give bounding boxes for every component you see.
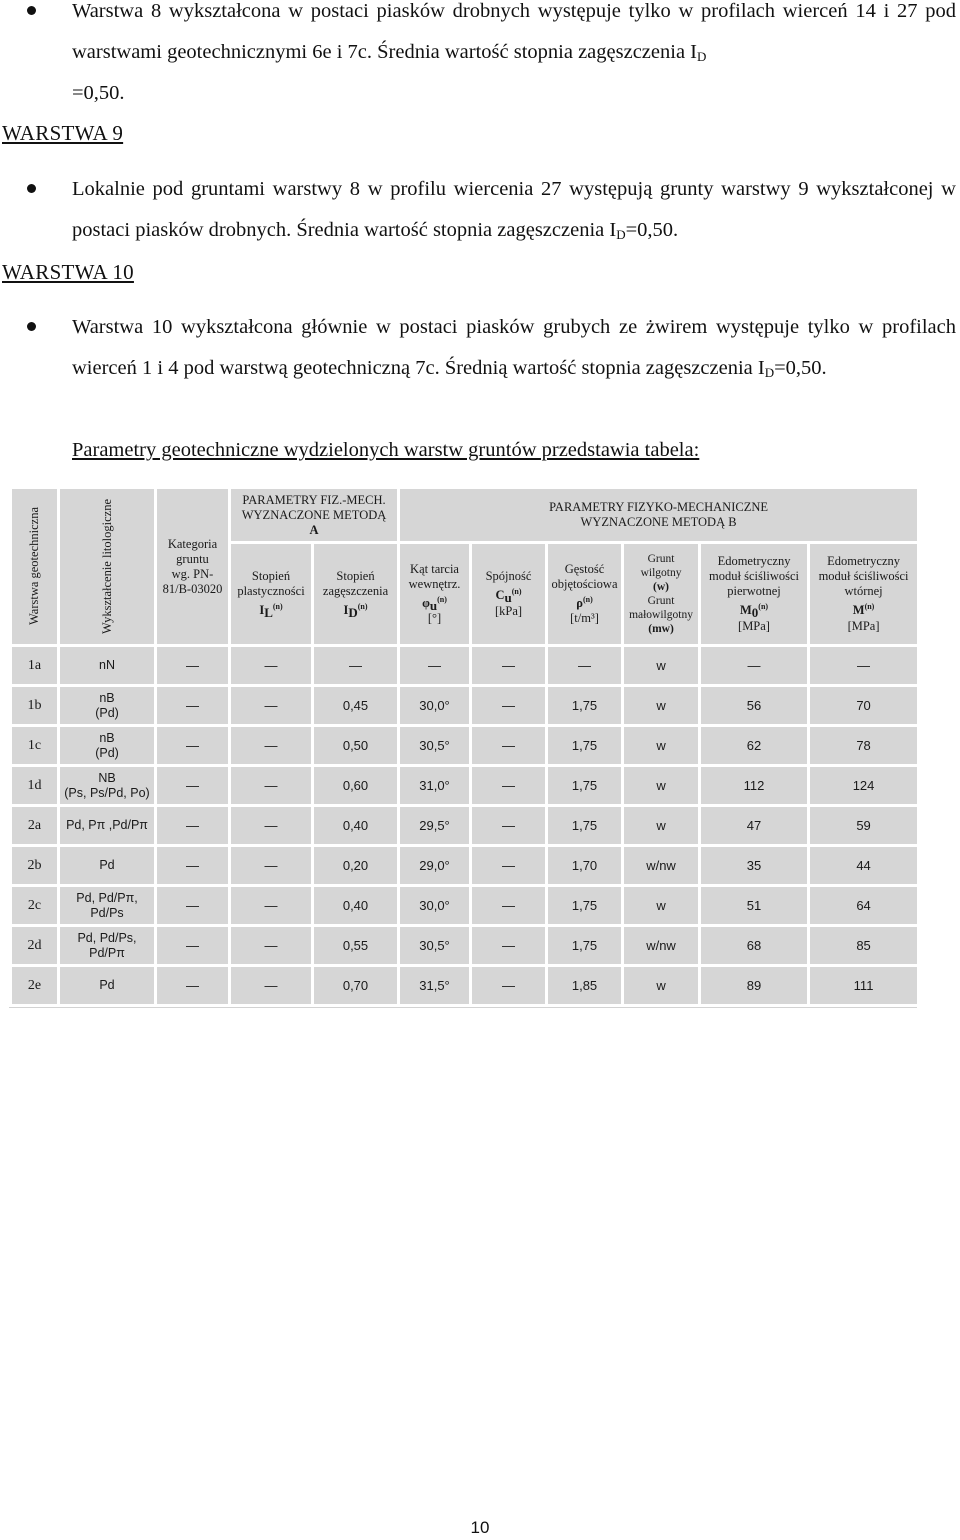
- bullet-icon: [27, 6, 36, 15]
- cell-cu: —: [471, 926, 547, 966]
- cell-rho: 1,75: [547, 726, 623, 766]
- cell-cat: —: [156, 806, 230, 846]
- cell-idd: 0,45: [313, 686, 399, 726]
- cell-idd: 0,40: [313, 886, 399, 926]
- cell-m: 44: [809, 846, 919, 886]
- header-group-a: PARAMETRY FIZ.-MECH. WYZNACZONE METODĄ A: [230, 488, 399, 543]
- cell-w: w/nw: [623, 926, 700, 966]
- cell-rho: 1,75: [547, 886, 623, 926]
- table-row: [11, 966, 919, 1006]
- cell-cat: —: [156, 766, 230, 806]
- table-row: [11, 806, 919, 846]
- bullet-text: Warstwa 8 wykształcona w postaci piasków drobnych występuje tylko w profilach wierceń 14 i 27 pod warstwami geotechnicznymi 6e i 7c. Średnia wartość stopnia zagęszczenia $I_D$ =0,50.: [72, 0, 956, 104]
- cell-rho: 1,75: [547, 766, 623, 806]
- cell-m0: 47: [700, 806, 809, 846]
- cell-cat: —: [156, 966, 230, 1006]
- cell-litho: Pd, Pd/Pπ, Pd/Ps: [59, 886, 156, 926]
- cell-cat: —: [156, 886, 230, 926]
- bullet-warstwa-9: [0, 169, 960, 251]
- cell-rho: 1,75: [547, 806, 623, 846]
- cell-m: 78: [809, 726, 919, 766]
- cell-layer-id: 2c: [11, 886, 59, 926]
- table-row: [11, 686, 919, 726]
- cell-m0: 112: [700, 766, 809, 806]
- cell-phi: —: [399, 646, 471, 686]
- cell-m: 111: [809, 966, 919, 1006]
- heading-warstwa-9: WARSTWA 9: [2, 121, 124, 145]
- cell-rho: 1,85: [547, 966, 623, 1006]
- cell-cu: —: [471, 806, 547, 846]
- cell-w: w: [623, 646, 700, 686]
- cell-m0: 68: [700, 926, 809, 966]
- cell-m0: —: [700, 646, 809, 686]
- cell-cat: —: [156, 646, 230, 686]
- cell-litho: NB (Ps, Ps/Pd, Po): [59, 766, 156, 806]
- header-moisture: Grunt wilgotny (w) Grunt małowilgotny (mw): [623, 543, 700, 646]
- cell-layer-id: 2a: [11, 806, 59, 846]
- cell-litho: Pd, Pπ ,Pd/Pπ: [59, 806, 156, 846]
- cell-litho: nN: [59, 646, 156, 686]
- page-number: 10: [470, 1518, 490, 1537]
- cell-w: w: [623, 686, 700, 726]
- cell-m: 70: [809, 686, 919, 726]
- cell-idd: 0,50: [313, 726, 399, 766]
- cell-w: w: [623, 886, 700, 926]
- bullet-warstwa-8: [0, 0, 960, 114]
- cell-m0: 62: [700, 726, 809, 766]
- bullet-icon: [27, 322, 36, 331]
- cell-w: w: [623, 966, 700, 1006]
- cell-idd: 0,60: [313, 766, 399, 806]
- cell-m: 124: [809, 766, 919, 806]
- cell-m: 64: [809, 886, 919, 926]
- cell-rho: 1,75: [547, 926, 623, 966]
- table-row: [11, 926, 919, 966]
- geotechnical-parameters-table: [9, 486, 917, 1008]
- cell-phi: 30,5°: [399, 926, 471, 966]
- cell-il: —: [230, 886, 313, 926]
- cell-phi: 30,0°: [399, 686, 471, 726]
- header-group-b: PARAMETRY FIZYKO-MECHANICZNE WYZNACZONE METODĄ B: [399, 488, 919, 543]
- cell-w: w: [623, 806, 700, 846]
- cell-m: —: [809, 646, 919, 686]
- cell-cu: —: [471, 966, 547, 1006]
- cell-w: w: [623, 726, 700, 766]
- cell-il: —: [230, 646, 313, 686]
- cell-phi: 30,5°: [399, 726, 471, 766]
- cell-layer-id: 2d: [11, 926, 59, 966]
- header-id: Stopień zagęszczenia $I_D^{(n)}$: [313, 543, 399, 646]
- bullet-text: Warstwa 10 wykształcona głównie w postaci piasków grubych ze żwirem występuje tylko w profilach wierceń 1 i 4 pod warstwą geotechniczną 7c. Średnią wartość stopnia zagęszczenia $I_D=0,50$.: [72, 316, 956, 380]
- cell-cu: —: [471, 886, 547, 926]
- cell-il: —: [230, 966, 313, 1006]
- cell-m: 85: [809, 926, 919, 966]
- bullet-text: Lokalnie pod gruntami warstwy 8 w profilu wiercenia 27 występują grunty warstwy 9 wykształconej w postaci piasków drobnych. Średnia wartość stopnia zagęszczenia $I_D=0,50$.: [72, 178, 956, 242]
- header-cu: Spójność $C_u^{(n)}$ [kPa]: [471, 543, 547, 646]
- cell-rho: —: [547, 646, 623, 686]
- cell-m0: 56: [700, 686, 809, 726]
- cell-il: —: [230, 806, 313, 846]
- table-row: [11, 726, 919, 766]
- cell-il: —: [230, 726, 313, 766]
- table-caption: Parametry geotechniczne wydzielonych warstw gruntów przedstawia tabela:: [72, 439, 700, 461]
- table-row: [11, 886, 919, 926]
- bullet-warstwa-10: [0, 307, 960, 389]
- cell-m0: 51: [700, 886, 809, 926]
- cell-cat: —: [156, 926, 230, 966]
- cell-cu: —: [471, 846, 547, 886]
- table-row: [11, 646, 919, 686]
- cell-phi: 31,0°: [399, 766, 471, 806]
- cell-il: —: [230, 846, 313, 886]
- cell-phi: 30,0°: [399, 886, 471, 926]
- header-rho: Gęstość objętościowa $\rho^{(n)}$ [t/m³]: [547, 543, 623, 646]
- cell-litho: Pd: [59, 966, 156, 1006]
- cell-phi: 29,5°: [399, 806, 471, 846]
- cell-litho: Pd, Pd/Ps, Pd/Pπ: [59, 926, 156, 966]
- cell-m: 59: [809, 806, 919, 846]
- cell-layer-id: 1a: [11, 646, 59, 686]
- cell-cu: —: [471, 726, 547, 766]
- cell-litho: nB (Pd): [59, 686, 156, 726]
- cell-litho: nB (Pd): [59, 726, 156, 766]
- cell-idd: 0,20: [313, 846, 399, 886]
- cell-layer-id: 2e: [11, 966, 59, 1006]
- bullet-icon: [27, 184, 36, 193]
- cell-layer-id: 1c: [11, 726, 59, 766]
- cell-cu: —: [471, 686, 547, 726]
- cell-rho: 1,75: [547, 686, 623, 726]
- cell-idd: 0,55: [313, 926, 399, 966]
- header-m0: Edometryczny moduł ściśliwości pierwotnej $M_0^{(n)}$ [MPa]: [700, 543, 809, 646]
- cell-cu: —: [471, 646, 547, 686]
- cell-cat: —: [156, 686, 230, 726]
- header-layer: Warstwa geotechniczna: [11, 488, 59, 646]
- cell-idd: 0,70: [313, 966, 399, 1006]
- cell-cat: —: [156, 726, 230, 766]
- cell-w: w/nw: [623, 846, 700, 886]
- header-phi: Kąt tarcia wewnętrz. $\varphi_u^{(n)}$ [°]: [399, 543, 471, 646]
- cell-m0: 89: [700, 966, 809, 1006]
- cell-phi: 29,0°: [399, 846, 471, 886]
- cell-litho: Pd: [59, 846, 156, 886]
- header-category: Kategoria gruntu wg. PN- 81/B-03020: [156, 488, 230, 646]
- cell-layer-id: 1b: [11, 686, 59, 726]
- cell-il: —: [230, 766, 313, 806]
- cell-layer-id: 2b: [11, 846, 59, 886]
- cell-cu: —: [471, 766, 547, 806]
- cell-cat: —: [156, 846, 230, 886]
- cell-idd: —: [313, 646, 399, 686]
- cell-layer-id: 1d: [11, 766, 59, 806]
- cell-m0: 35: [700, 846, 809, 886]
- cell-phi: 31,5°: [399, 966, 471, 1006]
- header-m: Edometryczny moduł ściśliwości wtórnej $M^{(n)}$ [MPa]: [809, 543, 919, 646]
- table-row: [11, 846, 919, 886]
- cell-il: —: [230, 926, 313, 966]
- table-row: [11, 766, 919, 806]
- header-litho: Wykształcenie litologiczne: [59, 488, 156, 646]
- cell-w: w: [623, 766, 700, 806]
- cell-idd: 0,40: [313, 806, 399, 846]
- cell-rho: 1,70: [547, 846, 623, 886]
- heading-warstwa-10: WARSTWA 10: [2, 260, 134, 284]
- cell-il: —: [230, 686, 313, 726]
- header-il: Stopień plastyczności $I_L^{(n)}$: [230, 543, 313, 646]
